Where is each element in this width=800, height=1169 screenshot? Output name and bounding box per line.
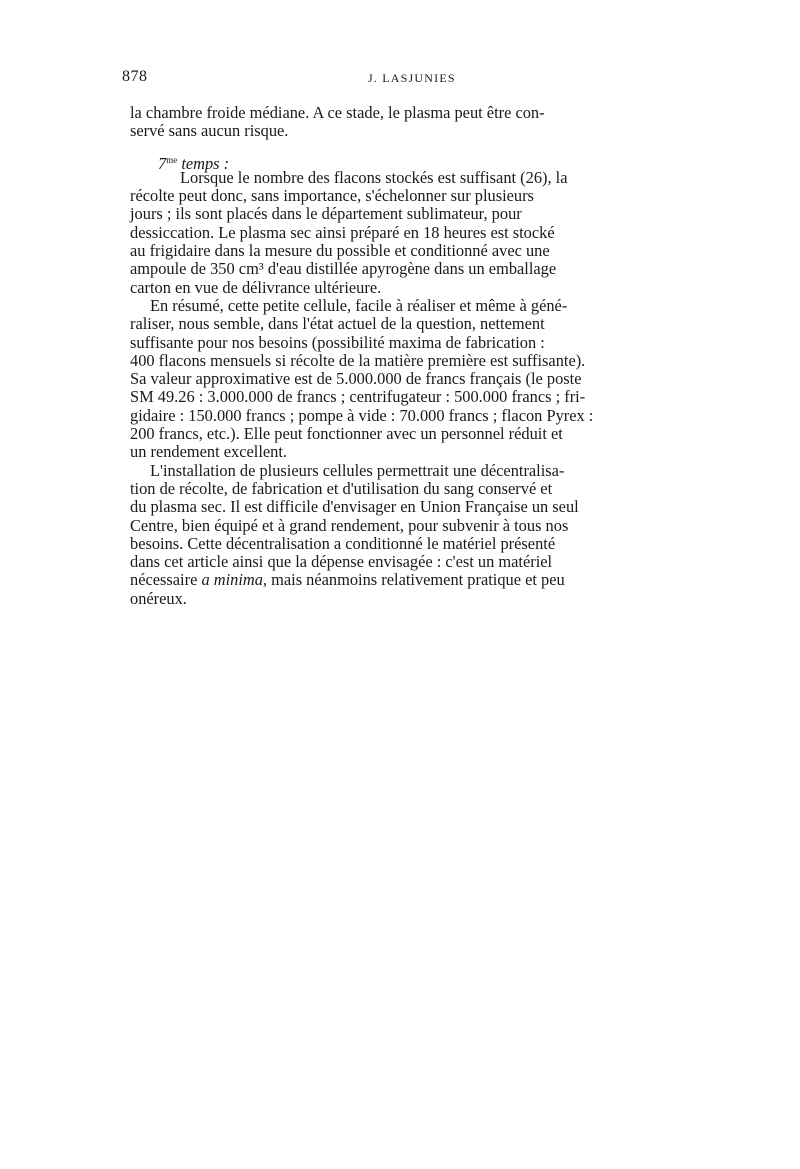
text-line: 200 francs, etc.). Elle peut fonctionner avec un personnel réduit et: [130, 424, 563, 444]
running-head: J. LASJUNIES: [368, 71, 456, 85]
text-line: tion de récolte, de fabrication et d'utilisation du sang conservé et: [130, 478, 553, 498]
text-line: jours ; ils sont placés dans le département sublimateur, pour: [130, 204, 522, 224]
text-line: besoins. Cette décentralisation a conditionné le matériel présenté: [130, 533, 556, 553]
body-text: [130, 104, 702, 608]
text-line: dessiccation. Le plasma sec ainsi préparé en 18 heures est stocké: [130, 222, 555, 242]
section-heading: $7^{me}$ temps :: [158, 153, 230, 173]
text-line: suffisante pour nos besoins (possibilité maxima de fabrication :: [130, 332, 545, 352]
text-line: onéreux.: [130, 588, 187, 608]
text-line: nécessaire a minima, mais néanmoins relativement pratique et peu: [130, 570, 565, 590]
text-line: Lorsque le nombre des flacons stockés est suffisant (26), la: [180, 167, 568, 187]
text-line: En résumé, cette petite cellule, facile à réaliser et même à géné-: [150, 295, 568, 315]
text-line: récolte peut donc, sans importance, s'échelonner sur plusieurs: [130, 186, 534, 206]
text-line: raliser, nous semble, dans l'état actuel de la question, nettement: [130, 314, 545, 334]
text-line: au frigidaire dans la mesure du possible et conditionné avec une: [130, 241, 550, 261]
text-line: la chambre froide médiane. A ce stade, le plasma peut être con-: [130, 103, 545, 122]
text-line: dans cet article ainsi que la dépense envisagée : c'est un matériel: [130, 552, 553, 572]
text-line: ampoule de 350 cm³ d'eau distillée apyrogène dans un emballage: [130, 259, 557, 279]
text-line: L'installation de plusieurs cellules permettrait une décentralisa-: [150, 460, 565, 480]
text-line: 400 flacons mensuels si récolte de la matière première est suffisante).: [130, 350, 586, 370]
text-line: du plasma sec. Il est difficile d'envisager en Union Française un seul: [130, 497, 579, 517]
text-line: gidaire : 150.000 francs ; pompe à vide : 70.000 francs ; flacon Pyrex :: [130, 405, 594, 425]
text-line: servé sans aucun risque.: [130, 121, 289, 141]
text-line: Centre, bien équipé et à grand rendement, pour subvenir à tous nos: [130, 515, 569, 535]
italic-phrase: a minima,: [201, 570, 268, 590]
text-line: carton en vue de délivrance ultérieure.: [130, 277, 382, 297]
text-line: Sa valeur approximative est de 5.000.000 de francs français (le poste: [130, 369, 582, 389]
text-line: un rendement excellent.: [130, 442, 288, 462]
text-line: SM 49.26 : 3.000.000 de francs ; centrifugateur : 500.000 francs ; fri-: [130, 387, 586, 407]
page-number: 878: [122, 68, 148, 85]
